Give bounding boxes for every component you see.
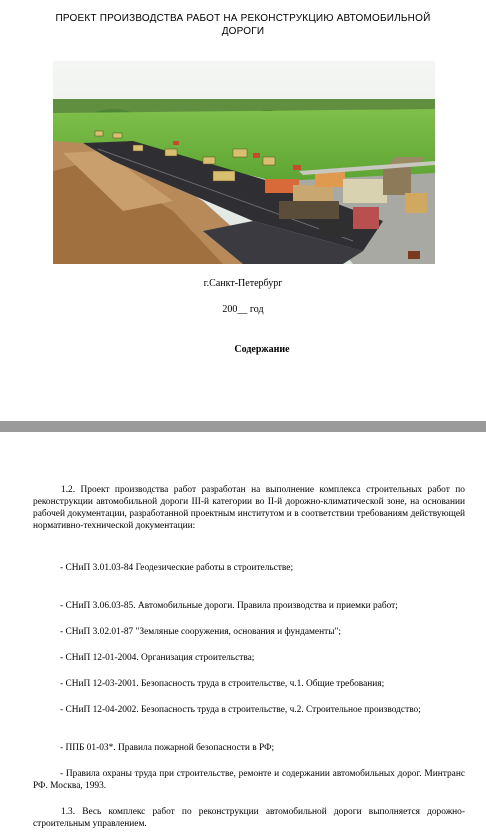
list-item: - Правила охраны труда при строительстве, ремонте и содержании автомобильных дорог. Минтранс РФ. Москва, 1993. bbox=[33, 769, 465, 791]
contents-heading: Содержание bbox=[234, 344, 290, 355]
document-title bbox=[40, 12, 446, 38]
page-separator bbox=[0, 421, 486, 432]
list-item: - СНиП 12-03-2001. Безопасность труда в строительстве, ч.1. Общие требования; bbox=[60, 679, 385, 689]
list-item: - СНиП 12-04-2002. Безопасность труда в строительстве, ч.2. Строительное производство; bbox=[60, 705, 421, 715]
list-item: - СНиП 3.06.03-85. Автомобильные дороги. Правила производства и приемки работ; bbox=[60, 601, 398, 611]
road-construction-photo bbox=[53, 61, 435, 264]
photo-illustration bbox=[53, 61, 435, 264]
list-item: - СНиП 3.01.03-84 Геодезические работы в строительстве; bbox=[60, 563, 294, 573]
content-page bbox=[0, 432, 486, 839]
list-item: - СНиП 12-01-2004. Организация строительства; bbox=[60, 653, 255, 663]
title-line-2: ДОРОГИ bbox=[221, 26, 265, 37]
paragraph-1-2: 1.2. Проект производства работ разработан на выполнение комплекса строительных работ по реконструкции автомобильной дороги III-й категории во II-й дорожно-климатической зоне, на основании рабочей документации, разработанной проектным институтом и в соответствии требованиям действующей нормативно-технической документации: bbox=[33, 485, 465, 531]
year-line: 200__ год bbox=[222, 304, 264, 315]
paragraph-1-3: 1.3. Весь комплекс работ по реконструкции автомобильной дороги выполняется дорожно-строительным управлением. bbox=[33, 807, 465, 829]
list-item: - ППБ 01-03*. Правила пожарной безопасности в РФ; bbox=[60, 743, 275, 753]
title-line-1: ПРОЕКТ ПРОИЗВОДСТВА РАБОТ НА РЕКОНСТРУКЦИЮ АВТОМОБИЛЬНОЙ bbox=[55, 13, 431, 24]
list-item: - СНиП 3.02.01-87 "Земляные сооружения, основания и фундаменты"; bbox=[60, 627, 341, 637]
city-line: г.Санкт-Петербург bbox=[203, 278, 283, 289]
